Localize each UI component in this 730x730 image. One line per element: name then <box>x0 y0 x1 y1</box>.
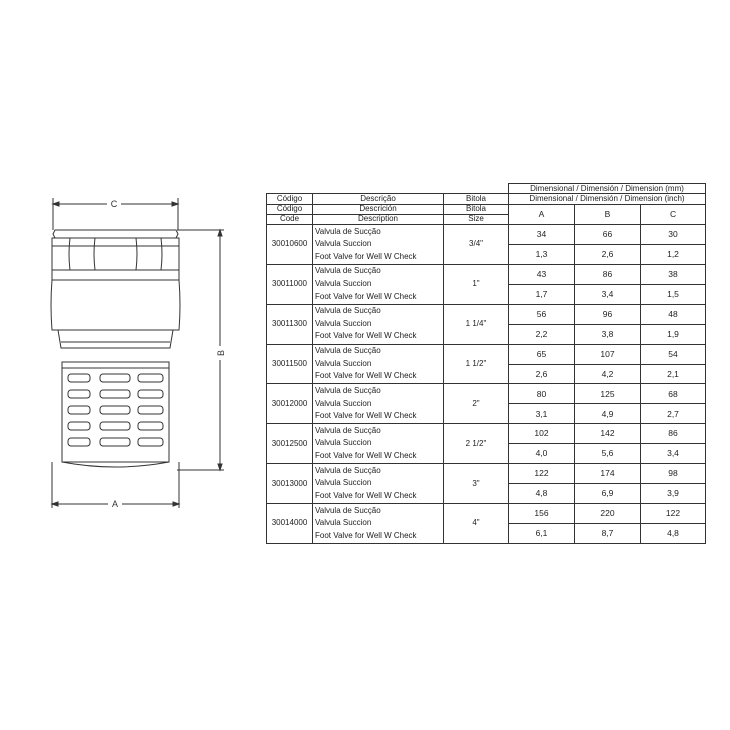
dim-b-inch: 4,9 <box>575 404 641 424</box>
product-size: 1 1/4" <box>444 304 509 344</box>
description-line: Foot Valve for Well W Check <box>315 530 417 540</box>
dim-b-mm: 220 <box>575 503 641 523</box>
product-code: 30014000 <box>267 503 313 543</box>
product-code: 30012000 <box>267 384 313 424</box>
dim-c-inch: 2,7 <box>641 404 706 424</box>
dim-a-inch: 1,7 <box>509 284 575 304</box>
header-dim-a: A <box>509 204 575 225</box>
product-code: 30010600 <box>267 225 313 265</box>
dim-c-inch: 3,9 <box>641 484 706 504</box>
dim-c-inch: 1,9 <box>641 324 706 344</box>
table-row <box>267 264 706 284</box>
product-code: 30012500 <box>267 424 313 464</box>
product-description <box>313 344 444 384</box>
dim-b-inch: 2,6 <box>575 244 641 264</box>
product-code: 30013000 <box>267 464 313 504</box>
header-dim-b: B <box>575 204 641 225</box>
description-line: Foot Valve for Well W Check <box>315 251 417 261</box>
description-line: Valvula Succion <box>315 478 372 488</box>
dim-b-arrow-bottom <box>218 464 222 470</box>
spec-table <box>266 183 706 544</box>
description-line: Valvula Succion <box>315 438 372 448</box>
description-line: Valvula Succion <box>315 318 372 328</box>
dim-a-arrow-right <box>173 502 179 506</box>
dim-b-mm: 125 <box>575 384 641 404</box>
dim-b-arrow-top <box>218 230 222 236</box>
header-blank <box>267 184 509 194</box>
dim-b-mm: 66 <box>575 225 641 245</box>
dim-b-inch: 6,9 <box>575 484 641 504</box>
dim-b-label: B <box>216 349 226 357</box>
description-line: Foot Valve for Well W Check <box>315 331 417 341</box>
dim-c-arrow-right <box>172 202 178 206</box>
header-dim-c: C <box>641 204 706 225</box>
table-row <box>267 304 706 324</box>
table-row <box>267 384 706 404</box>
dim-b-mm: 86 <box>575 264 641 284</box>
product-description <box>313 304 444 344</box>
dim-b-inch: 5,6 <box>575 444 641 464</box>
description-line: Foot Valve for Well W Check <box>315 291 417 301</box>
dim-a-inch: 2,6 <box>509 364 575 384</box>
dim-a-inch: 1,3 <box>509 244 575 264</box>
product-description <box>313 225 444 265</box>
dim-b-mm: 142 <box>575 424 641 444</box>
description-line: Valvula de Sucção <box>315 226 381 236</box>
product-code: 30011000 <box>267 264 313 304</box>
valve-main-body <box>51 280 180 330</box>
description-line: Valvula de Sucção <box>315 425 381 435</box>
dim-a-inch: 6,1 <box>509 523 575 543</box>
product-description <box>313 384 444 424</box>
dim-b-mm: 107 <box>575 344 641 364</box>
dim-c-mm: 122 <box>641 503 706 523</box>
description-line: Valvula Succion <box>315 279 372 289</box>
description-line: Foot Valve for Well W Check <box>315 451 417 460</box>
product-size: 1" <box>444 264 509 304</box>
dim-a-mm: 43 <box>509 264 575 284</box>
header-inch-group: Dimensional / Dimensión / Dimension (inch) <box>509 194 706 204</box>
dim-c-mm: 48 <box>641 304 706 324</box>
description-line: Valvula de Sucção <box>315 505 381 515</box>
dim-c-mm: 54 <box>641 344 706 364</box>
strainer-slots <box>68 374 163 446</box>
description-line: Foot Valve for Well W Check <box>315 371 417 381</box>
table-row <box>267 424 706 444</box>
table-row <box>267 503 706 523</box>
dim-c-arrow-left <box>53 202 59 206</box>
header-code-es: Código <box>267 204 313 214</box>
table-row <box>267 225 706 245</box>
header-mm-group: Dimensional / Dimensión / Dimension (mm) <box>509 184 706 194</box>
product-description <box>313 464 444 504</box>
header-code-en: Code <box>267 214 313 224</box>
dim-c-mm: 38 <box>641 264 706 284</box>
header-row-3 <box>267 204 706 214</box>
product-size: 1 1/2" <box>444 344 509 384</box>
dim-c-mm: 98 <box>641 464 706 484</box>
dim-a-mm: 80 <box>509 384 575 404</box>
description-line: Valvula de Sucção <box>315 385 381 395</box>
dim-c-inch: 1,2 <box>641 244 706 264</box>
description-line: Valvula de Sucção <box>315 266 381 276</box>
valve-upper-body <box>52 238 179 280</box>
description-line: Foot Valve for Well W Check <box>315 490 417 500</box>
product-description <box>313 503 444 543</box>
dim-a-mm: 156 <box>509 503 575 523</box>
dim-c-mm: 86 <box>641 424 706 444</box>
foot-valve-drawing <box>40 190 250 520</box>
header-row-2 <box>267 194 706 204</box>
dim-b-inch: 3,8 <box>575 324 641 344</box>
strainer-basket <box>62 362 169 462</box>
product-size: 2 1/2" <box>444 424 509 464</box>
dim-a-label: A <box>111 499 119 509</box>
hex-flats <box>69 238 162 270</box>
header-size-pt: Bitola <box>444 194 509 204</box>
description-line: Valvula Succion <box>315 518 372 528</box>
dim-a-mm: 65 <box>509 344 575 364</box>
description-line: Foot Valve for Well W Check <box>315 411 417 421</box>
description-line: Valvula de Sucção <box>315 346 381 356</box>
dim-b-inch: 3,4 <box>575 284 641 304</box>
description-line: Valvula Succion <box>315 358 372 368</box>
header-desc-pt: Descrição <box>313 194 444 204</box>
dim-c-mm: 68 <box>641 384 706 404</box>
product-code: 30011500 <box>267 344 313 384</box>
dim-c-mm: 30 <box>641 225 706 245</box>
description-line: Valvula de Sucção <box>315 306 381 316</box>
dim-a-mm: 102 <box>509 424 575 444</box>
description-line: Valvula de Sucção <box>315 465 381 475</box>
dim-c-label: C <box>110 199 118 209</box>
description-line: Valvula Succion <box>315 239 372 249</box>
dim-b-inch: 4,2 <box>575 364 641 384</box>
table-row <box>267 344 706 364</box>
product-size: 3" <box>444 464 509 504</box>
dim-c-inch: 2,1 <box>641 364 706 384</box>
dim-a-inch: 3,1 <box>509 404 575 424</box>
valve-neck <box>58 330 173 348</box>
dim-b-mm: 96 <box>575 304 641 324</box>
dim-a-mm: 34 <box>509 225 575 245</box>
product-size: 2" <box>444 384 509 424</box>
dim-b-mm: 174 <box>575 464 641 484</box>
table-row <box>267 464 706 484</box>
product-description <box>313 264 444 304</box>
dim-a-mm: 56 <box>509 304 575 324</box>
dim-c-inch: 1,5 <box>641 284 706 304</box>
dim-a-inch: 4,0 <box>509 444 575 464</box>
valve-top-rim <box>53 230 178 238</box>
dim-b-inch: 8,7 <box>575 523 641 543</box>
dim-c-inch: 3,4 <box>641 444 706 464</box>
header-desc-es: Descrición <box>313 204 444 214</box>
product-description <box>313 424 444 464</box>
dim-c-inch: 4,8 <box>641 523 706 543</box>
product-size: 3/4" <box>444 225 509 265</box>
strainer-bottom <box>62 462 169 467</box>
dim-a-inch: 4,8 <box>509 484 575 504</box>
product-size: 4" <box>444 503 509 543</box>
header-size-es: Bitola <box>444 204 509 214</box>
header-code-pt: Código <box>267 194 313 204</box>
dim-a-mm: 122 <box>509 464 575 484</box>
header-desc-en: Description <box>313 214 444 224</box>
product-code: 30011300 <box>267 304 313 344</box>
description-line: Valvula Succion <box>315 398 372 408</box>
dim-a-inch: 2,2 <box>509 324 575 344</box>
header-size-en: Size <box>444 214 509 224</box>
header-row-1 <box>267 184 706 194</box>
dim-a-arrow-left <box>52 502 58 506</box>
